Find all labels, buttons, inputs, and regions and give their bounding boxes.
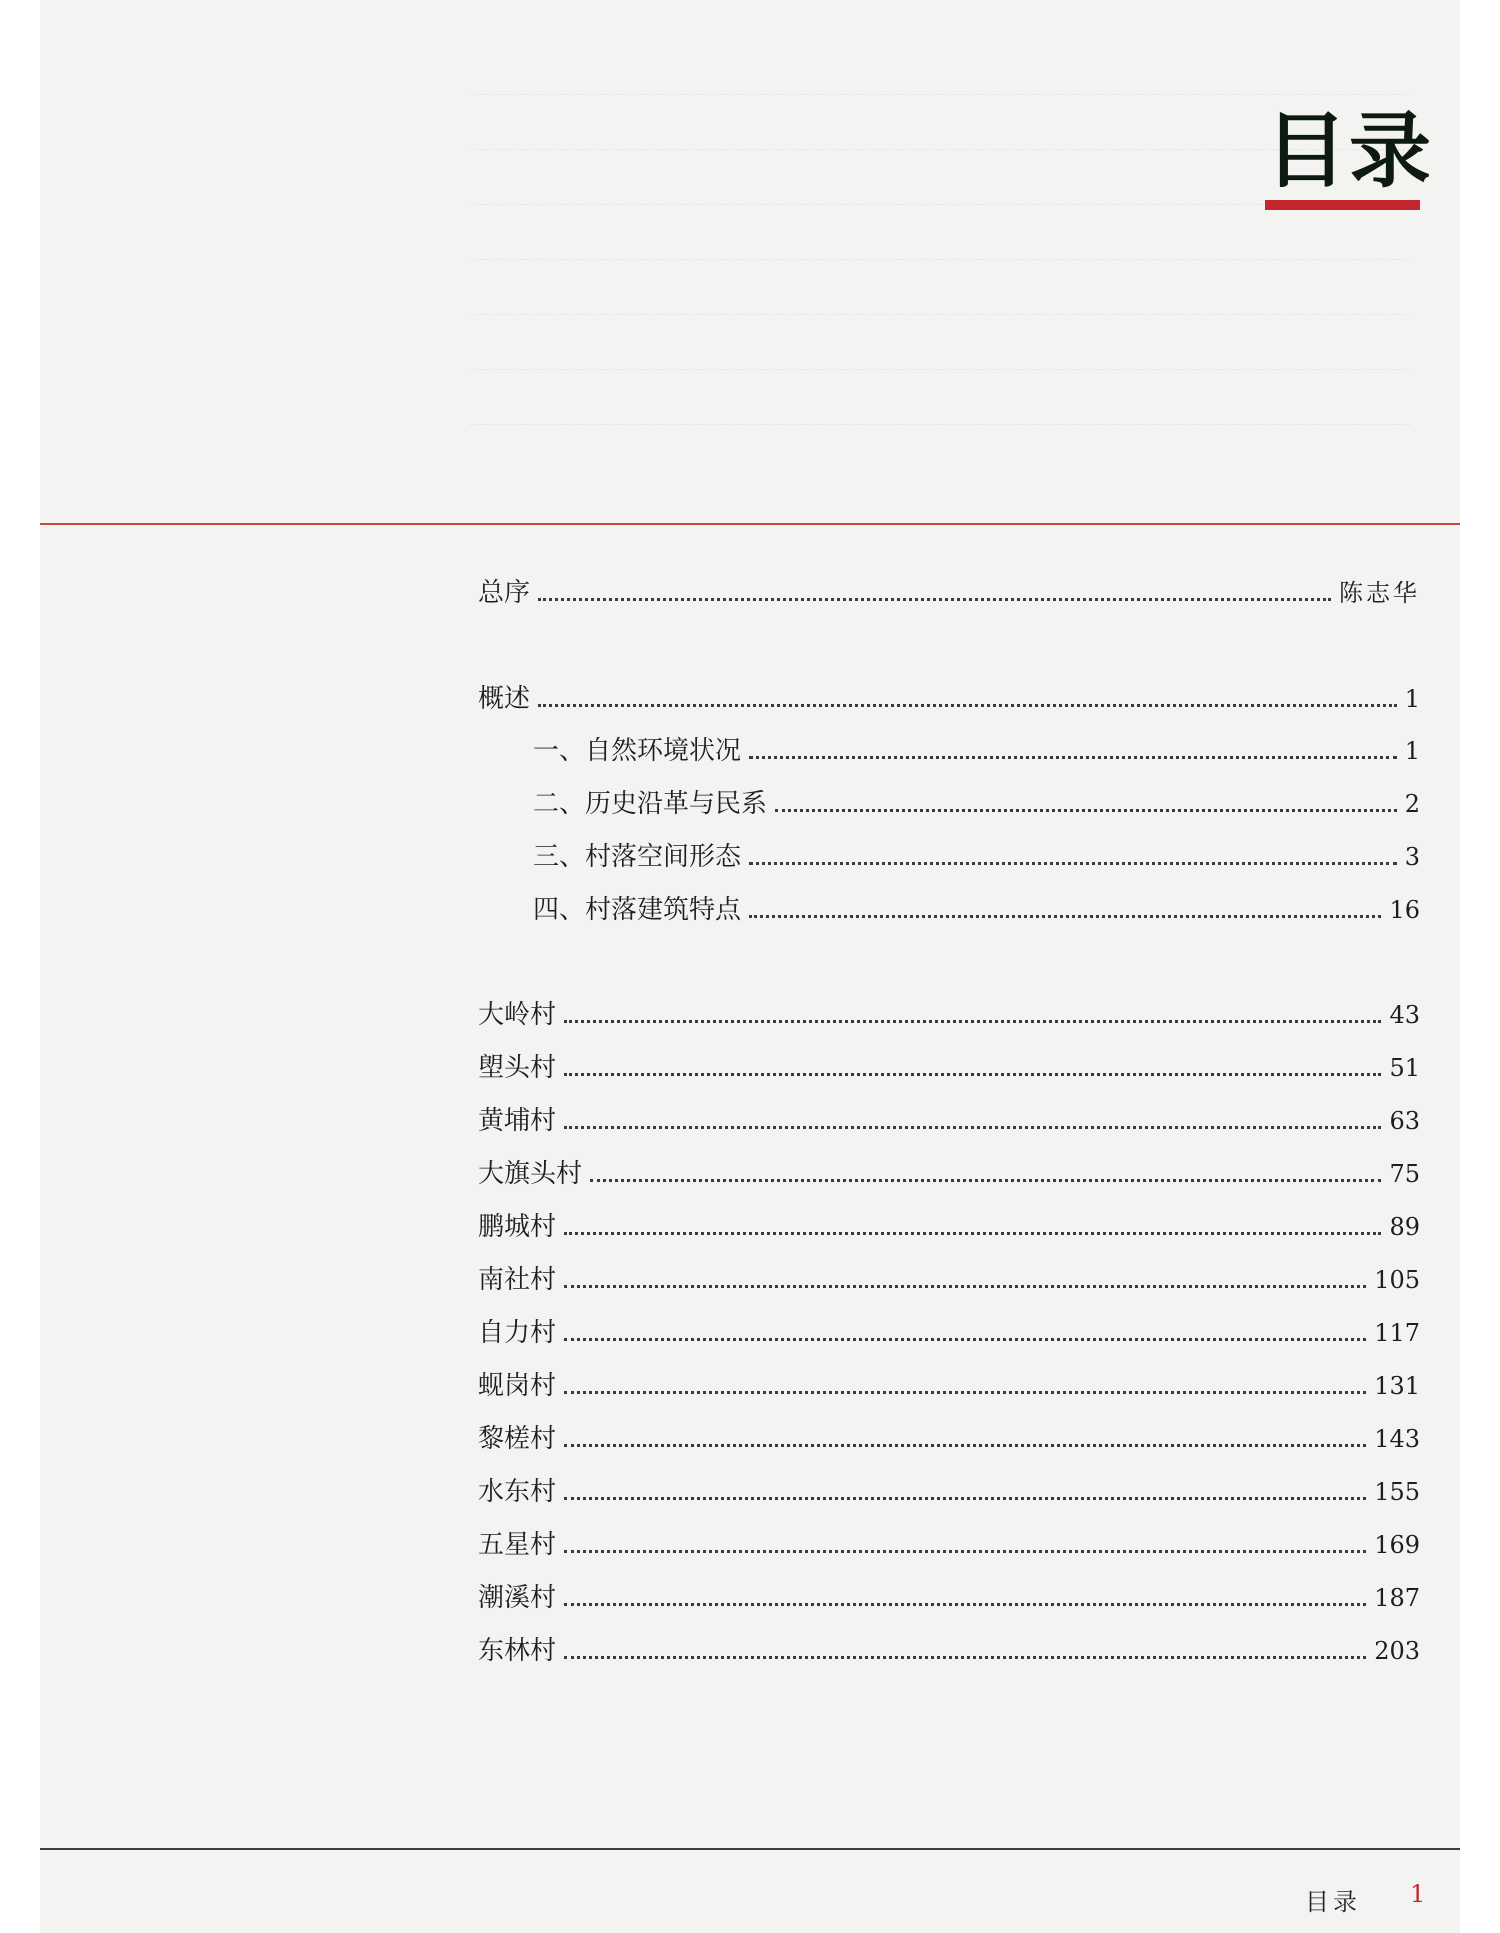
- dot-leader: [590, 1161, 1381, 1182]
- toc-entry-village[interactable]: [478, 1578, 1420, 1618]
- footer-divider: [40, 1848, 1460, 1850]
- dot-leader: [749, 738, 1397, 759]
- dot-leader: [564, 1373, 1366, 1394]
- toc-page-number: 187: [1374, 1584, 1420, 1612]
- toc-entry-overview[interactable]: [478, 679, 1420, 719]
- toc-entry-section[interactable]: [533, 890, 1420, 930]
- dot-leader: [564, 1426, 1366, 1447]
- toc-entry-preface[interactable]: [478, 573, 1420, 613]
- toc-label: 潮溪村: [478, 1583, 557, 1613]
- dot-leader: [564, 1320, 1366, 1341]
- toc-entry-village[interactable]: [478, 1154, 1420, 1194]
- toc-entry-village[interactable]: [478, 1472, 1420, 1512]
- toc-label: 塱头村: [478, 1053, 557, 1083]
- toc-label: 南社村: [478, 1265, 557, 1295]
- toc-label: 黄埔村: [478, 1106, 557, 1136]
- dot-leader: [564, 1055, 1381, 1076]
- toc-page-number: 63: [1389, 1107, 1420, 1135]
- toc-label: 总序: [478, 578, 531, 608]
- toc-label: 五星村: [478, 1530, 557, 1560]
- toc-entry-village[interactable]: [478, 1101, 1420, 1141]
- toc-entry-village[interactable]: [478, 1631, 1420, 1671]
- dot-leader: [538, 580, 1331, 601]
- title-underline: [1265, 200, 1420, 210]
- toc-label: 东林村: [478, 1636, 557, 1666]
- toc-label: 大旗头村: [478, 1159, 583, 1189]
- dot-leader: [749, 897, 1381, 918]
- toc-entry-village[interactable]: [478, 1525, 1420, 1565]
- dot-leader: [564, 1214, 1381, 1235]
- page-title: 目录: [1265, 103, 1434, 199]
- toc-page-number: 43: [1389, 1001, 1420, 1029]
- toc-page-number: 75: [1389, 1160, 1420, 1188]
- toc-entry-village[interactable]: [478, 1313, 1420, 1353]
- toc-entry-village[interactable]: [478, 1207, 1420, 1247]
- dot-leader: [564, 1002, 1381, 1023]
- toc-page-number: 1: [1404, 685, 1420, 713]
- dot-leader: [564, 1479, 1366, 1500]
- toc-entry-village[interactable]: [478, 1048, 1420, 1088]
- section-divider: [40, 523, 1460, 525]
- show-through-texture: [470, 40, 1410, 425]
- toc-label: 四、村落建筑特点: [533, 895, 742, 925]
- toc-entry-village[interactable]: [478, 995, 1420, 1035]
- running-footer-title: 目录: [1305, 1888, 1361, 1916]
- dot-leader: [538, 686, 1397, 707]
- toc-entry-section[interactable]: [533, 837, 1420, 877]
- dot-leader: [564, 1108, 1381, 1129]
- toc-page-number: 169: [1374, 1531, 1420, 1559]
- dot-leader: [775, 791, 1397, 812]
- toc-entry-village[interactable]: [478, 1366, 1420, 1406]
- toc-label: 二、历史沿革与民系: [533, 789, 768, 819]
- toc-label: 自力村: [478, 1318, 557, 1348]
- toc-label: 蚬岗村: [478, 1371, 557, 1401]
- toc-page-number: 203: [1374, 1637, 1420, 1665]
- toc-page-number: 155: [1374, 1478, 1420, 1506]
- toc-entry-section[interactable]: [533, 784, 1420, 824]
- toc-page-number: 1: [1404, 737, 1420, 765]
- toc-label: 水东村: [478, 1477, 557, 1507]
- toc-label: 一、自然环境状况: [533, 736, 742, 766]
- dot-leader: [564, 1267, 1366, 1288]
- toc-label: 大岭村: [478, 1000, 557, 1030]
- toc-page-number: 3: [1404, 843, 1420, 871]
- toc-label: 三、村落空间形态: [533, 842, 742, 872]
- folio-page-number: 1: [1410, 1880, 1426, 1908]
- toc-page-number: 2: [1404, 790, 1420, 818]
- toc-page-number: 105: [1374, 1266, 1420, 1294]
- toc-label: 概述: [478, 684, 531, 714]
- toc-page-number: 16: [1389, 896, 1420, 924]
- toc-entry-village[interactable]: [478, 1419, 1420, 1459]
- toc-label: 黎槎村: [478, 1424, 557, 1454]
- dot-leader: [564, 1532, 1366, 1553]
- toc-entry-section[interactable]: [533, 731, 1420, 771]
- toc-page-number: 143: [1374, 1425, 1420, 1453]
- dot-leader: [749, 844, 1397, 865]
- toc-page-number: 89: [1389, 1213, 1420, 1241]
- toc-page-number: 131: [1374, 1372, 1420, 1400]
- dot-leader: [564, 1585, 1366, 1606]
- toc-page-number: 117: [1374, 1319, 1420, 1347]
- toc-page-number: 51: [1389, 1054, 1420, 1082]
- toc-author: 陈志华: [1339, 579, 1420, 607]
- toc-label: 鹏城村: [478, 1212, 557, 1242]
- toc-entry-village[interactable]: [478, 1260, 1420, 1300]
- dot-leader: [564, 1638, 1366, 1659]
